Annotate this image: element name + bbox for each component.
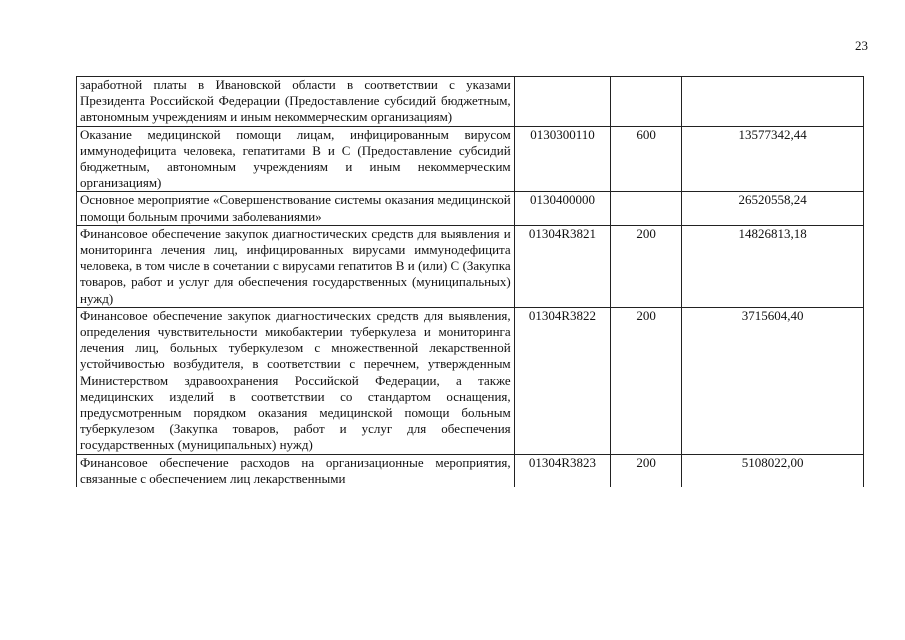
table-row: [77, 307, 864, 454]
row-code-cell: 01304R3823: [514, 454, 611, 487]
row-name-cell: Финансовое обеспечение закупок диагностических средств для выявления и мониторинга лечения лиц, инфицированных вирусами иммунодефицита человека, в том числе в сочетании с вирусами гепатитов B и (или) C (Закупка товаров, работ и услуг для обеспечения государственных (муниципальных) нужд): [77, 225, 515, 307]
row-type-cell: 200: [611, 307, 682, 454]
row-type-cell: [611, 77, 682, 127]
table-row: [77, 225, 864, 307]
page-number: 23: [855, 38, 868, 53]
row-name-cell: Финансовое обеспечение расходов на организационные мероприятия, связанные с обеспечением лиц лекарственными: [77, 454, 515, 487]
row-name-cell: Оказание медицинской помощи лицам, инфицированным вирусом иммунодефицита человека, гепатитами B и C (Предоставление субсидий бюджетным, автономным учреждениям и иным некоммерческим организациям): [77, 126, 515, 192]
table-row: [77, 192, 864, 225]
table-row: [77, 77, 864, 127]
row-type-cell: 600: [611, 126, 682, 192]
row-type-cell: 200: [611, 454, 682, 487]
row-sum-cell: 13577342,44: [682, 126, 864, 192]
row-code-cell: [514, 77, 611, 127]
row-sum-cell: 26520558,24: [682, 192, 864, 225]
row-code-cell: 01304R3821: [514, 225, 611, 307]
row-name-cell: Основное мероприятие «Совершенствование системы оказания медицинской помощи больным прочими заболеваниями»: [77, 192, 515, 225]
budget-table: [76, 76, 864, 487]
row-sum-cell: 14826813,18: [682, 225, 864, 307]
row-name-cell: заработной платы в Ивановской области в соответствии с указами Президента Российской Федерации (Предоставление субсидий бюджетным, автономным учреждениям и иным некоммерческим организациям): [77, 77, 515, 127]
row-sum-cell: [682, 77, 864, 127]
row-name-cell: Финансовое обеспечение закупок диагностических средств для выявления, определения чувствительности микобактерии туберкулеза и мониторинга лечения лиц, больных туберкулезом с множественной лекарственной устойчивостью возбудителя, в соответствии с перечнем, утвержденным Министерством здравоохранения Российской Федерации, а также медицинских изделий в соответствии со стандартом оснащения, предусмотренным порядком оказания медицинской помощи больным туберкулезом (Закупка товаров, работ и услуг для обеспечения государственных (муниципальных) нужд): [77, 307, 515, 454]
table-row: [77, 126, 864, 192]
row-code-cell: 0130300110: [514, 126, 611, 192]
row-type-cell: [611, 192, 682, 225]
row-code-cell: 01304R3822: [514, 307, 611, 454]
row-type-cell: 200: [611, 225, 682, 307]
row-sum-cell: 3715604,40: [682, 307, 864, 454]
table-row: [77, 454, 864, 487]
row-code-cell: 0130400000: [514, 192, 611, 225]
row-sum-cell: 5108022,00: [682, 454, 864, 487]
